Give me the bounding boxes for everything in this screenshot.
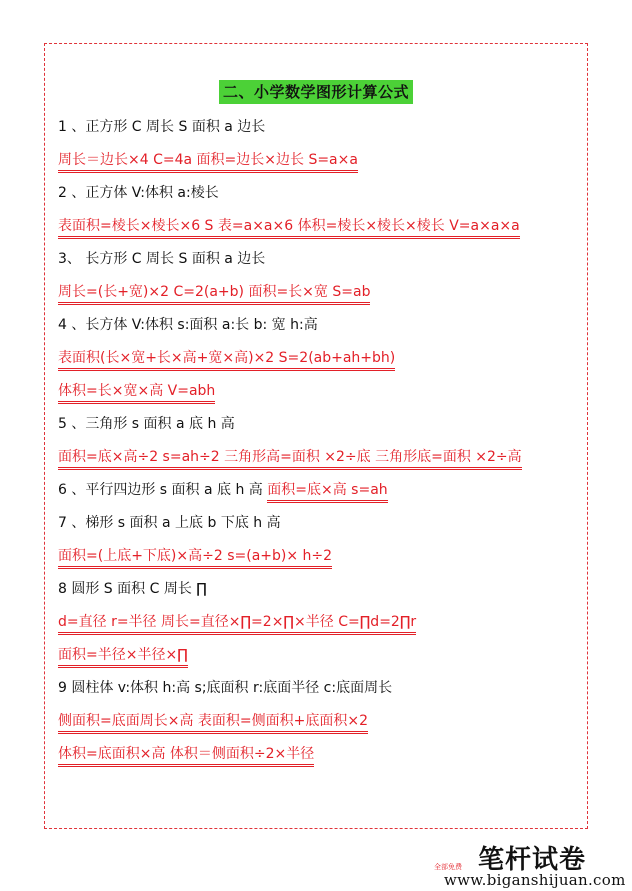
trapezoid-heading: 7 、梯形 s 面积 a 上底 b 下底 h 高 — [58, 515, 281, 531]
square-formula: 周长＝边长×4 C=4a 面积=边长×边长 S=a×a — [58, 151, 358, 173]
cuboid-volume-formula: 体积=长×宽×高 V=abh — [58, 382, 215, 404]
cylinder-volume-formula: 体积=底面积×高 体积＝侧面积÷2×半径 — [58, 745, 314, 767]
trapezoid-formula: 面积=(上底+下底)×高÷2 s=(a+b)× h÷2 — [58, 547, 332, 569]
brand-name: 笔杆试卷 — [478, 845, 587, 875]
triangle-formula: 面积=底×高÷2 s=ah÷2 三角形高=面积 ×2÷底 三角形底=面积 ×2÷高 — [58, 448, 522, 470]
cube-heading: 2 、正方体 V:体积 a:棱长 — [58, 185, 219, 201]
square-heading: 1 、正方形 C 周长 S 面积 a 边长 — [58, 119, 266, 135]
rectangle-formula: 周长=(长+宽)×2 C=2(a+b) 面积=长×宽 S=ab — [58, 283, 370, 305]
watermark-logo — [430, 835, 630, 887]
rectangle-heading: 3、 长方形 C 周长 S 面积 a 边长 — [58, 251, 266, 267]
parallelogram-heading: 6 、平行四边形 s 面积 a 底 h 高 — [58, 482, 263, 498]
circle-area-formula: 面积=半径×半径×∏ — [58, 646, 188, 668]
cube-formula: 表面积=棱长×棱长×6 S 表=a×a×6 体积=棱长×棱长×棱长 V=a×a×a — [58, 217, 520, 239]
circle-heading: 8 圆形 S 面积 C 周长 ∏ — [58, 581, 207, 597]
cuboid-heading: 4 、长方体 V:体积 s:面积 a:长 b: 宽 h:高 — [58, 317, 318, 333]
cylinder-surface-formula: 侧面积=底面周长×高 表面积=侧面积+底面积×2 — [58, 712, 368, 734]
brand-url: www.biganshijuan.com — [444, 871, 626, 889]
brand-tagline: 全部免费 — [434, 863, 462, 871]
cuboid-surface-formula: 表面积(长×宽+长×高+宽×高)×2 S=2(ab+ah+bh) — [58, 349, 395, 371]
triangle-heading: 5 、三角形 s 面积 a 底 h 高 — [58, 416, 235, 432]
parallelogram-formula: 面积=底×高 s=ah — [267, 481, 387, 503]
circle-perimeter-formula: d=直径 r=半径 周长=直径×∏=2×∏×半径 C=∏d=2∏r — [58, 613, 416, 635]
cylinder-heading: 9 圆柱体 v:体积 h:高 s;底面积 r:底面半径 c:底面周长 — [58, 680, 393, 696]
page-title: 二、小学数学图形计算公式 — [219, 80, 413, 104]
